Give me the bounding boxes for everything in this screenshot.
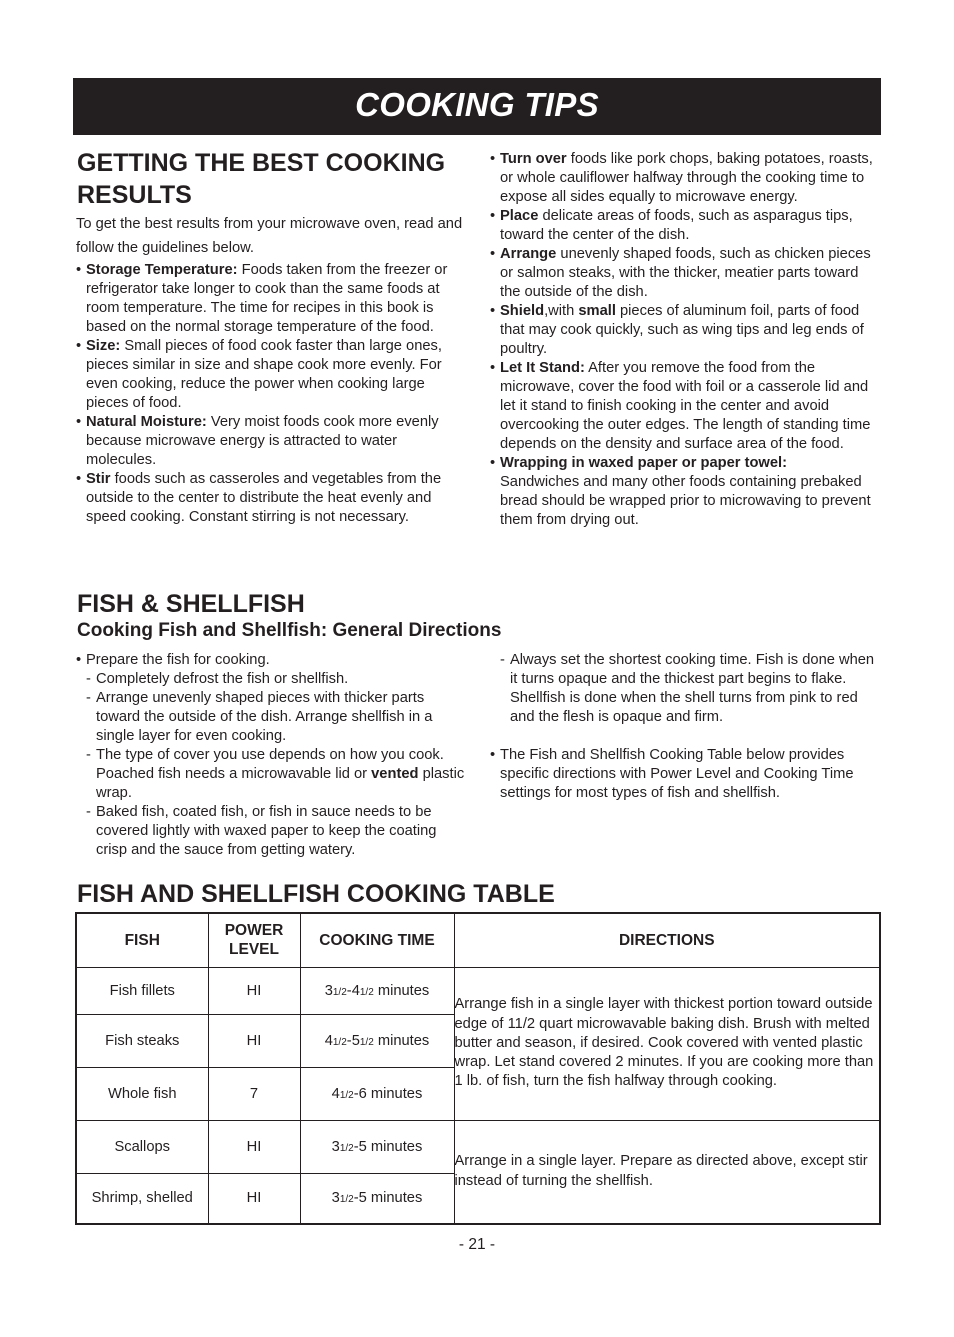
fish-left-column (76, 651, 468, 860)
table-row (76, 967, 880, 1014)
tip-item: • Wrapping in waxed paper or paper towel: Sandwiches and many other foods containing prebaked bread should be wrapped prior to microwaving to prevent them from drying out. (490, 455, 871, 528)
tip-item: • Size: Small pieces of food cook faster than large ones, pieces similar in size and shape cook more evenly. For even cooking, reduce the power when cooking large pieces of food. (76, 338, 442, 411)
page-title: COOKING TIPS (355, 86, 599, 123)
power-cell: HI (208, 1173, 300, 1224)
page-number: - 21 - (458, 1236, 496, 1253)
direction-subitem: - Always set the shortest cooking time. Fish is done when it turns opaque and the thickest part begins to flake. Shellfish is done when the shell turns from pink to red and the flesh is opaque and firm. (500, 652, 875, 725)
tip-item: • Natural Moisture: Very moist foods cook more evenly because microwave energy is attracted to water molecules. (76, 414, 439, 468)
header-directions: DIRECTIONS (454, 913, 880, 967)
time-cell: 31/2-5 minutes (300, 1120, 454, 1173)
best-results-heading: GETTING THE BEST COOKING RESULTS (77, 149, 446, 209)
power-cell: HI (208, 1014, 300, 1067)
table-header-row (76, 913, 880, 967)
header-power-level: POWER LEVEL (208, 913, 300, 967)
time-cell: 31/2-41/2 minutes (300, 967, 454, 1014)
power-cell: HI (208, 967, 300, 1014)
tip-item: • Stir foods such as casseroles and vegetables from the outside to the center to distribute the heat evenly and speed cooking. Constant stirring is not necessary. (76, 471, 442, 525)
table-row (76, 1120, 880, 1173)
time-cell: 41/2-6 minutes (300, 1067, 454, 1120)
fish-cell: Shrimp, shelled (76, 1173, 208, 1224)
fish-cell: Fish steaks (76, 1014, 208, 1067)
best-results-intro: To get the best results from your microwave oven, read and follow the guidelines below. (76, 216, 463, 256)
direction-item: • Prepare the fish for cooking. (76, 652, 270, 668)
tip-item: • Storage Temperature: Foods taken from the freezer or refrigerator take longer to cook than the same foods at room temperature. The time for recipes in this book is based on the normal storage temperature of the food. (76, 262, 448, 335)
title-banner (73, 78, 881, 135)
direction-subitem: - Completely defrost the fish or shellfish. (86, 671, 349, 687)
directions-shellfish-cell: Arrange in a single layer. Prepare as directed above, except stir instead of turning the shellfish. (454, 1120, 880, 1224)
time-cell: 41/2-51/2 minutes (300, 1014, 454, 1067)
fish-cell: Scallops (76, 1120, 208, 1173)
fish-cell: Fish fillets (76, 967, 208, 1014)
fish-cell: Whole fish (76, 1067, 208, 1120)
best-results-right-column (490, 150, 880, 530)
tip-item: • Place delicate areas of foods, such as asparagus tips, toward the center of the dish. (490, 208, 853, 243)
tip-item: • Arrange unevenly shaped foods, such as chicken pieces or salmon steaks, with the thicker, meatier parts toward the outside of the dish. (490, 246, 871, 300)
fish-right-column (490, 651, 880, 803)
tip-item: • Let It Stand: After you remove the food from the microwave, cover the food with foil or a casserole lid and let it stand to finish cooking in the center and avoid overcooking the outer edges. The length of standing time depends on the density and surface area of the food. (490, 360, 871, 452)
best-results-left-column (76, 212, 466, 527)
header-cooking-time: COOKING TIME (300, 913, 454, 967)
direction-subitem: - Baked fish, coated fish, or fish in sauce needs to be covered lightly with waxed paper to keep the coating crisp and the sauce from getting watery. (86, 804, 437, 858)
power-cell: HI (208, 1120, 300, 1173)
direction-subitem: - Arrange unevenly shaped pieces with thicker parts toward the outside of the dish. Arrange shellfish in a single layer for even cooking. (86, 690, 433, 744)
table-heading: FISH AND SHELLFISH COOKING TABLE (77, 880, 555, 908)
direction-item: • The Fish and Shellfish Cooking Table below provides specific directions with Power Level and Cooking Time settings for most types of fish and shellfish. (490, 747, 854, 801)
tip-item: • Turn over foods like pork chops, baking potatoes, roasts, or whole cauliflower halfway through the cooking time to expose all sides equally to microwave energy. (490, 151, 873, 205)
header-fish: FISH (76, 913, 208, 967)
fish-heading: FISH & SHELLFISH (77, 590, 305, 618)
time-cell: 31/2-5 minutes (300, 1173, 454, 1224)
direction-subitem: - The type of cover you use depends on how you cook. Poached fish needs a microwavable lid or vented plastic wrap. (86, 747, 465, 801)
fish-subheading: Cooking Fish and Shellfish: General Directions (77, 620, 502, 641)
directions-fish-cell: Arrange fish in a single layer with thickest portion toward outside edge of 11/2 quart microwavable baking dish. Brush with melted butter and season, if desired. Cook covered with vented plastic wrap. Let stand covered 2 minutes. If you are cooking more than 1 lb. of fish, turn the fish halfway through cooking. (454, 967, 880, 1120)
tip-item: • Shield,with small pieces of aluminum foil, parts of food that may cook quickly, such as wing tips and leg ends of poultry. (490, 303, 864, 357)
cooking-table (75, 912, 881, 1225)
power-cell: 7 (208, 1067, 300, 1120)
